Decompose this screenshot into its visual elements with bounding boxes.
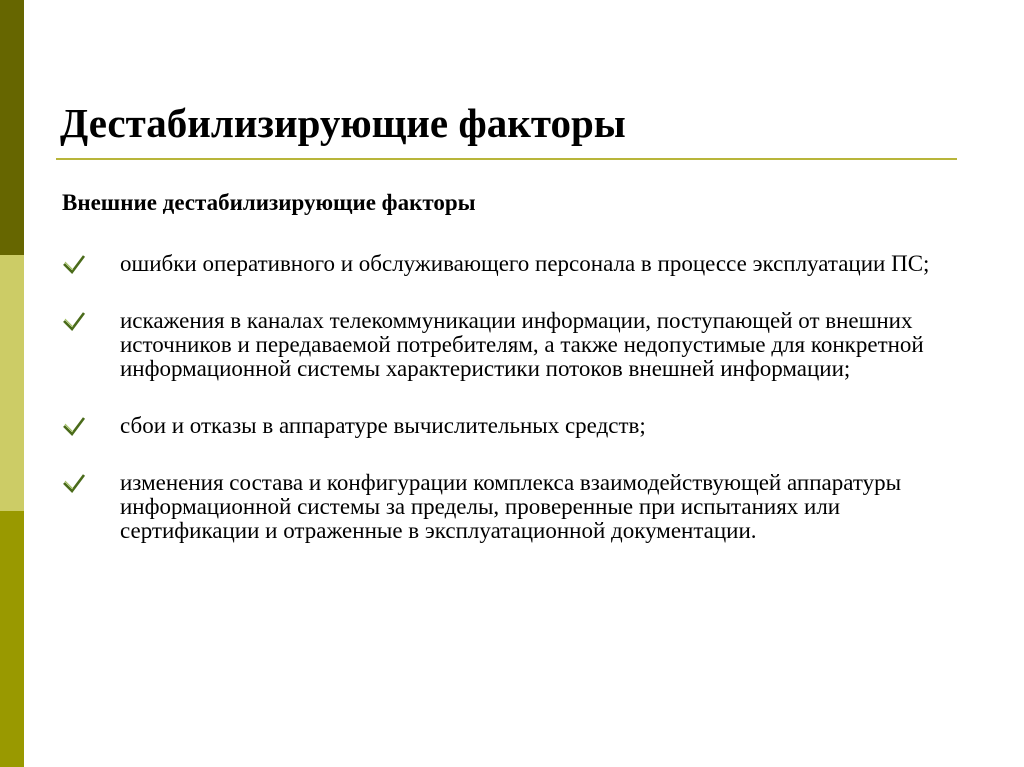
- bullet-list: [62, 252, 972, 576]
- checkmark-arrow-icon: [62, 309, 86, 331]
- sidebar-top-segment: [0, 0, 24, 255]
- bullet-text: ошибки оперативного и обслуживающего персонала в процессе эксплуатации ПС;: [120, 251, 930, 276]
- slide-subtitle: Внешние дестабилизирующие факторы: [62, 190, 476, 215]
- bullet-text: искажения в каналах телекоммуникации информации, поступающей от внешних источников и передаваемой потребителям, а также недопустимые для конкретной информационной системы характеристики потоков внешней информации;: [120, 308, 924, 381]
- checkmark-arrow-icon: [62, 252, 86, 274]
- bullet-item: [62, 252, 972, 276]
- bullet-item: [62, 414, 972, 438]
- bullet-text: изменения состава и конфигурации комплекса взаимодействующей аппаратуры информационной системы за пределы, проверенные при испытаниях или сертификации и отраженные в эксплуатационной документации.: [120, 470, 902, 543]
- checkmark-arrow-icon: [62, 471, 86, 493]
- sidebar-middle-segment: [0, 255, 24, 511]
- bullet-item: [62, 471, 972, 543]
- sidebar-bottom-segment: [0, 511, 24, 767]
- title-underline: [56, 158, 957, 160]
- bullet-text: сбои и отказы в аппаратуре вычислительных средств;: [120, 413, 646, 438]
- bullet-item: [62, 309, 972, 381]
- checkmark-arrow-icon: [62, 414, 86, 436]
- slide-title: Дестабилизирующие факторы: [60, 100, 626, 146]
